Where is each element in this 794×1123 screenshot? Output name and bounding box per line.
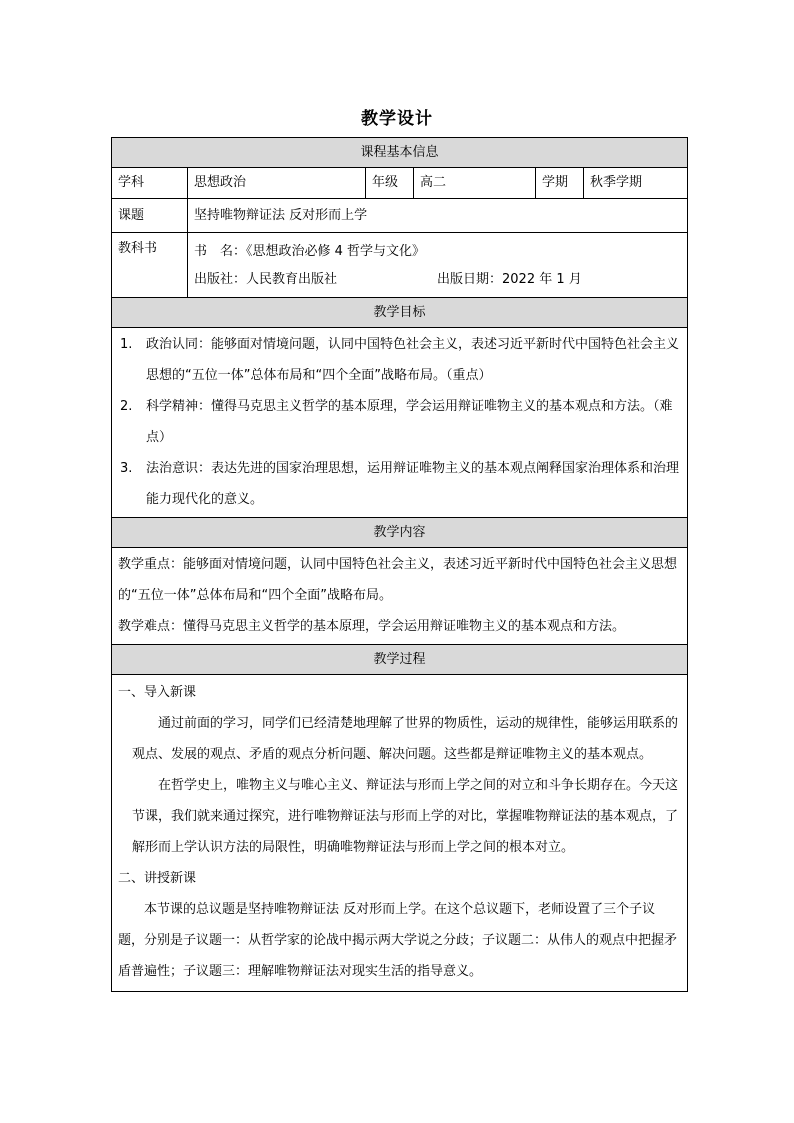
goal-text: 政治认同：能够面对情境问题，认同中国特色社会主义，表述习近平新时代中国特色社会主义思想的“五位一体”总体布局和“四个全面”战略布局。（重点） <box>146 337 680 383</box>
grade-label: 年级 <box>366 168 414 199</box>
term-label: 学期 <box>536 168 584 199</box>
publisher: 出版社：人民教育出版社 <box>194 272 338 287</box>
goal-number: 1. <box>120 337 133 352</box>
content-header: 教学内容 <box>112 518 688 548</box>
process-header: 教学过程 <box>112 645 688 675</box>
lesson-plan-table <box>111 137 688 992</box>
goal-number: 3. <box>120 461 133 476</box>
content-body <box>112 548 688 645</box>
process-body <box>112 675 688 992</box>
term-value: 秋季学期 <box>584 168 688 199</box>
goal-text: 科学精神：懂得马克思主义哲学的基本原理，学会运用辩证唯物主义的基本观点和方法。（难点） <box>146 399 673 445</box>
goal-item <box>120 453 681 515</box>
goal-item <box>120 391 681 453</box>
document-title: 教学设计 <box>361 109 433 129</box>
publisher-line <box>194 267 681 293</box>
section1-paragraph: 通过前面的学习，同学们已经清楚地理解了世界的物质性，运动的规律性，能够运用联系的观点、发展的观点、矛盾的观点分析问题、解决问题。这些都是辩证唯物主义的基本观点。 <box>132 716 679 762</box>
publish-date: 出版日期：2022 年 1 月 <box>437 272 582 287</box>
goal-item <box>120 329 681 391</box>
section1-paragraph: 在哲学史上，唯物主义与唯心主义、辩证法与形而上学之间的对立和斗争长期存在。今天这节课，我们就来通过探究，进行唯物辩证法与形而上学的对比，掌握唯物辩证法的基本观点，了解形而上学认识方法的局限性，明确唯物辩证法与形而上学之间的根本对立。 <box>132 778 679 855</box>
subject-value: 思想政治 <box>188 168 366 199</box>
goals-header: 教学目标 <box>112 298 688 328</box>
book-name: 书 名：《思想政治必修 4 哲学与文化》 <box>194 244 426 259</box>
difficult-point: 教学难点：懂得马克思主义哲学的基本原理，学会运用辩证唯物主义的基本观点和方法。 <box>118 619 626 634</box>
section2-title: 二、讲授新课 <box>118 871 197 886</box>
key-point: 教学重点：能够面对情境问题，认同中国特色社会主义，表述习近平新时代中国特色社会主义思想的“五位一体”总体布局和“四个全面”战略布局。 <box>118 557 678 603</box>
grade-value: 高二 <box>414 168 536 199</box>
section1-title: 一、导入新课 <box>118 685 197 700</box>
goal-number: 2. <box>120 399 133 414</box>
goals-list <box>112 328 688 518</box>
textbook-label: 教科书 <box>112 233 188 298</box>
topic-value: 坚持唯物辩证法 反对形而上学 <box>188 199 688 233</box>
goal-text: 法治意识：表达先进的国家治理思想，运用辩证唯物主义的基本观点阐释国家治理体系和治理能力现代化的意义。 <box>146 461 680 507</box>
topic-label: 课题 <box>112 199 188 233</box>
section2-paragraph: 本节课的总议题是坚持唯物辩证法 反对形而上学。在这个总议题下，老师设置了三个子议题，分别是子议题一：从哲学家的论战中揭示两大学说之分歧；子议题二：从伟人的观点中把握矛盾普遍性；子议题三：理解唯物辩证法对现实生活的指导意义。 <box>118 902 678 979</box>
subject-label: 学科 <box>112 168 188 199</box>
basic-info-header: 课程基本信息 <box>112 138 688 168</box>
